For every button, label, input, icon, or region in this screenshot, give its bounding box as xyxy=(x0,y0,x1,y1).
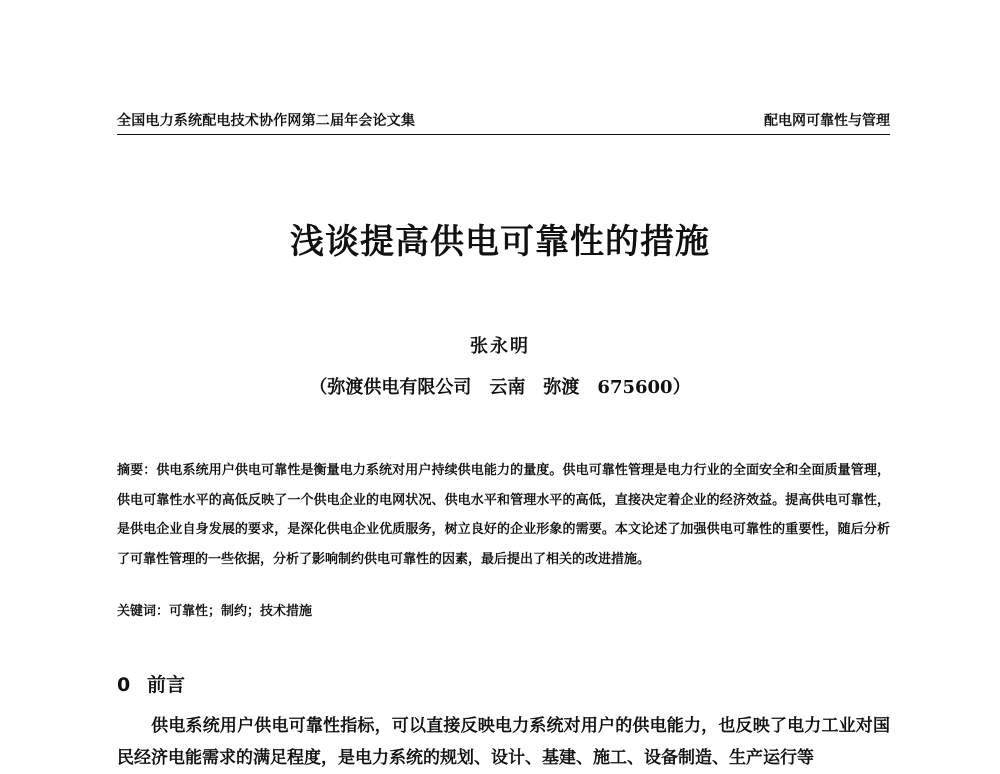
abstract-label: 摘要： xyxy=(117,463,157,478)
keywords-label: 关键词： xyxy=(117,604,170,619)
paper-title: 浅谈提高供电可靠性的措施 xyxy=(290,222,710,262)
body-paragraph-text: 供电系统用户供电可靠性指标，可以直接反映电力系统对用户的供电能力，也反映了电力工业对国民经济电能需求的满足程度，是电力系统的规划、设计、基建、施工、设备制造、生产运行等 xyxy=(117,716,890,768)
abstract xyxy=(117,456,890,574)
section-title: 前言 xyxy=(147,674,186,696)
abstract-text: 供电系统用户供电可靠性是衡量电力系统对用户持续供电能力的量度。供电可靠性管理是电力行业的全面安全和全面质量管理，供电可靠性水平的高低反映了一个供电企业的电网状况、供电水平和管理水平的高低，直接决定着企业的经济效益。提高供电可靠性，是供电企业自身发展的要求，是深化供电企业优质服务，树立良好的企业形象的需要。本文论述了加强供电可靠性的重要性，随后分析了可靠性管理的一些依据，分析了影响制约供电可靠性的因素，最后提出了相关的改进措施。 xyxy=(117,463,890,567)
section-heading xyxy=(117,670,185,697)
body-paragraph xyxy=(117,710,890,774)
keywords xyxy=(117,600,890,619)
header-section-title: 配电网可靠性与管理 xyxy=(764,113,890,129)
author-name: 张永明 xyxy=(470,336,530,357)
header-proceedings-title: 全国电力系统配电技术协作网第二届年会论文集 xyxy=(117,113,416,129)
running-header xyxy=(117,110,890,135)
section-number: 0 xyxy=(117,674,131,696)
author-affiliation: （弥渡供电有限公司 云南 弥渡 675600） xyxy=(309,377,691,398)
keywords-text: 可靠性；制约；技术措施 xyxy=(169,604,313,619)
